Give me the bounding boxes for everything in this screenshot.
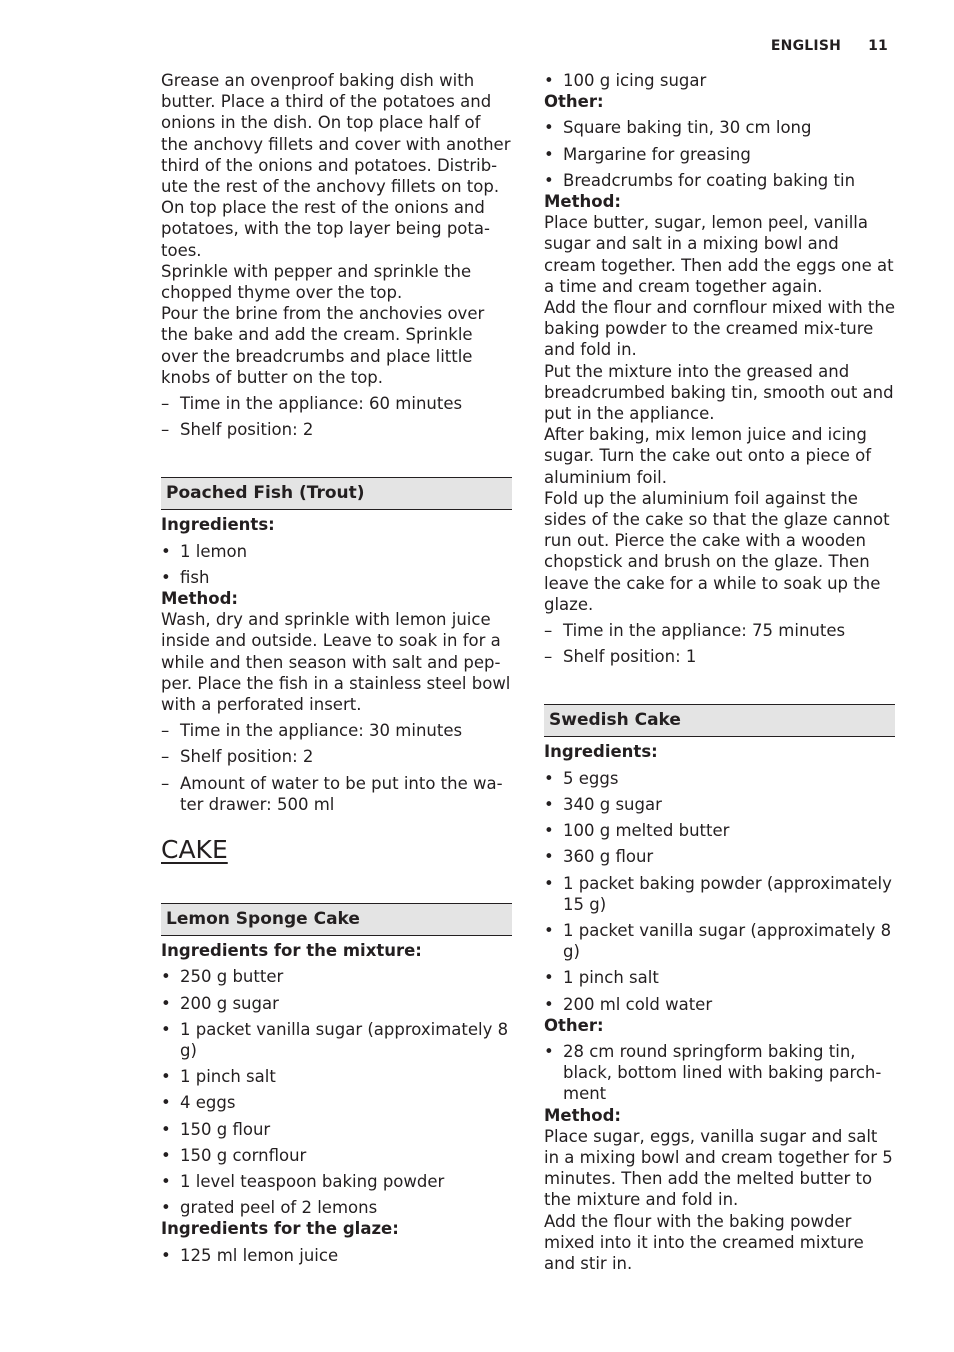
list-item: • Margarine for greasing — [544, 144, 895, 165]
fish-method-text: Wash, dry and sprinkle with lemon juice inside and outside. Leave to soak in for a while and then season with salt and pep-per. Place the fish in a stainless steel bowl with a perforated insert. — [161, 610, 511, 715]
method-label: Method: — [544, 1105, 621, 1125]
swedish-method-text-2: Add the flour with the baking powder mixed into it into the creamed mixture and stir in. — [544, 1211, 864, 1273]
list-item: • 1 packet vanilla sugar (approximately 8 g) — [544, 920, 895, 962]
section-title-swedish-cake: Swedish Cake — [544, 704, 895, 737]
list-item: • Square baking tin, 30 cm long — [544, 117, 895, 138]
list-item: • 150 g flour — [161, 1119, 512, 1140]
other-items-list — [544, 117, 895, 191]
list-item: • Breadcrumbs for coating baking tin — [544, 170, 895, 191]
lemon-method-text-5: Fold up the aluminium foil against the sides of the cake so that the glaze cannot run out. Pierce the cake with a wooden chopstick and brush on the glaze. Then leave the cake for a while to soak up the glaze. — [544, 488, 890, 614]
list-item: – Shelf position: 1 — [544, 646, 895, 667]
page-number: 11 — [868, 38, 888, 54]
anchovy-method-text: Grease an ovenproof baking dish with butter. Place a third of the potatoes and onions in the dish. On top place half of the anchovy fillets and cover with another third of the onions and potatoes. Distrib-ute the rest of the anchovy fillets on top. On top place the rest of the onions and potatoes, with the top layer being pota-toes. — [161, 71, 511, 260]
list-item: • 100 g icing sugar — [544, 70, 895, 91]
list-item: • 1 level teaspoon baking powder — [161, 1171, 512, 1192]
list-item: – Amount of water to be put into the wa-ter drawer: 500 ml — [161, 773, 512, 815]
ingredients-label: Ingredients: — [161, 515, 275, 535]
list-item: • 150 g cornflour — [161, 1145, 512, 1166]
list-item: • 360 g flour — [544, 846, 895, 867]
section-title-lemon-sponge: Lemon Sponge Cake — [161, 903, 512, 936]
glaze-ingredients-list — [161, 1245, 512, 1266]
list-item: • 5 eggs — [544, 768, 895, 789]
list-item: • 1 packet baking powder (approximately 15 g) — [544, 873, 895, 915]
glaze-ingredients-continued — [544, 70, 895, 91]
list-item: • 340 g sugar — [544, 794, 895, 815]
method-label: Method: — [544, 192, 621, 212]
glaze-label: Ingredients for the glaze: — [161, 1219, 399, 1239]
left-column — [161, 70, 512, 1266]
other-label: Other: — [544, 92, 604, 112]
list-item: • 250 g butter — [161, 966, 512, 987]
right-column — [544, 70, 895, 1274]
other-label: Other: — [544, 1015, 604, 1035]
lemon-method-text-2: Add the flour and cornflour mixed with the baking powder to the creamed mix-ture and fold in. — [544, 298, 895, 360]
page-header — [771, 38, 888, 54]
list-item: • 100 g melted butter — [544, 820, 895, 841]
swedish-method-text-1: Place sugar, eggs, vanilla sugar and salt in a mixing bowl and cream together for 5 minutes. Then add the melted butter to the mixture and fold in. — [544, 1126, 893, 1210]
list-item: • 4 eggs — [161, 1092, 512, 1113]
anchovy-method-text-3: Pour the brine from the anchovies over the bake and add the cream. Sprinkle over the breadcrumbs and place little knobs of butter on the top. — [161, 304, 485, 387]
list-item: – Time in the appliance: 30 minutes — [161, 720, 512, 741]
list-item: – Time in the appliance: 75 minutes — [544, 620, 895, 641]
lemon-settings-list — [544, 620, 895, 667]
list-item: – Shelf position: 2 — [161, 419, 512, 440]
lemon-method-text-1: Place butter, sugar, lemon peel, vanilla sugar and salt in a mixing bowl and cream together. Then add the eggs one at a time and cream together again. — [544, 213, 894, 296]
swedish-other-list — [544, 1041, 895, 1105]
list-item: – Time in the appliance: 60 minutes — [161, 393, 512, 414]
list-item: • grated peel of 2 lemons — [161, 1197, 512, 1218]
lemon-method-text-4: After baking, mix lemon juice and icing sugar. Turn the cake out onto a piece of aluminium foil. — [544, 425, 872, 487]
list-item: • 1 packet vanilla sugar (approximately 8 g) — [161, 1019, 512, 1061]
fish-ingredients-list — [161, 541, 512, 588]
fish-settings-list — [161, 720, 512, 815]
anchovy-settings-list — [161, 393, 512, 440]
swedish-ingredients-list — [544, 768, 895, 1015]
list-item: • 1 pinch salt — [161, 1066, 512, 1087]
mixture-label: Ingredients for the mixture: — [161, 941, 422, 961]
list-item: – Shelf position: 2 — [161, 746, 512, 767]
method-label: Method: — [161, 589, 238, 609]
list-item: • 200 ml cold water — [544, 994, 895, 1015]
list-item: • 125 ml lemon juice — [161, 1245, 512, 1266]
lemon-method-text-3: Put the mixture into the greased and breadcrumbed baking tin, smooth out and put in the appliance. — [544, 361, 894, 424]
anchovy-method-text-2: Sprinkle with pepper and sprinkle the chopped thyme over the top. — [161, 261, 472, 303]
language-label: ENGLISH — [770, 38, 842, 54]
list-item: • 1 lemon — [161, 541, 512, 562]
list-item: • 1 pinch salt — [544, 967, 895, 988]
list-item: • 28 cm round springform baking tin, black, bottom lined with baking parch-ment — [544, 1041, 895, 1105]
cake-heading: CAKE — [161, 835, 228, 865]
section-title-poached-fish: Poached Fish (Trout) — [161, 477, 512, 510]
list-item: • 200 g sugar — [161, 993, 512, 1014]
list-item: • fish — [161, 567, 512, 588]
mixture-ingredients-list — [161, 966, 512, 1218]
ingredients-label: Ingredients: — [544, 742, 658, 762]
